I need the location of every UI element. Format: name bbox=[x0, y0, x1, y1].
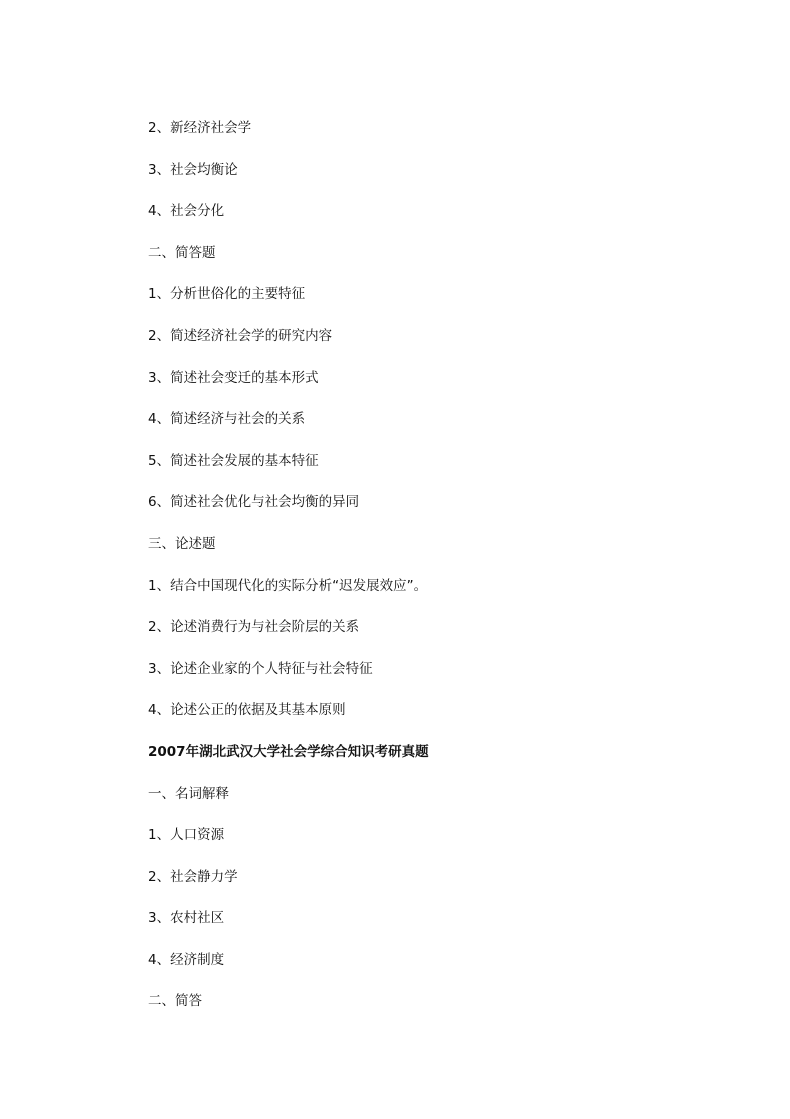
section-heading bbox=[148, 784, 708, 826]
line-text: 2、论述消费行为与社会阶层的关系 bbox=[148, 619, 360, 636]
line-text: 一、名词解释 bbox=[148, 785, 229, 802]
list-item bbox=[148, 201, 708, 243]
section-heading bbox=[148, 243, 708, 285]
line-text: 二、简答题 bbox=[148, 244, 216, 261]
list-item bbox=[148, 659, 708, 701]
list-item bbox=[148, 950, 708, 992]
list-item bbox=[148, 284, 708, 326]
section-heading bbox=[148, 991, 708, 1033]
line-text: 5、简述社会发展的基本特征 bbox=[148, 452, 319, 469]
line-text: 1、结合中国现代化的实际分析“迟发展效应”。 bbox=[148, 577, 428, 594]
line-text: 2、新经济社会学 bbox=[148, 120, 252, 136]
line-text: 4、经济制度 bbox=[148, 951, 225, 968]
line-text: 1、分析世俗化的主要特征 bbox=[148, 286, 306, 303]
list-item bbox=[148, 867, 708, 909]
list-item bbox=[148, 409, 708, 451]
list-item bbox=[148, 160, 708, 202]
list-item bbox=[148, 908, 708, 950]
list-item bbox=[148, 700, 708, 742]
list-item bbox=[148, 617, 708, 659]
line-text: 4、社会分化 bbox=[148, 203, 225, 220]
line-text: 2、简述经济社会学的研究内容 bbox=[148, 327, 333, 344]
list-item bbox=[148, 492, 708, 534]
line-text: 3、社会均衡论 bbox=[148, 161, 238, 178]
list-item bbox=[148, 326, 708, 368]
line-text: 3、简述社会变迁的基本形式 bbox=[148, 369, 319, 386]
document-body bbox=[148, 118, 708, 1033]
line-text: 三、论述题 bbox=[148, 535, 216, 552]
line-text: 4、论述公正的依据及其基本原则 bbox=[148, 702, 346, 719]
line-text: 2、社会静力学 bbox=[148, 868, 238, 885]
list-item bbox=[148, 825, 708, 867]
line-text: 4、简述经济与社会的关系 bbox=[148, 411, 306, 428]
list-item bbox=[148, 451, 708, 493]
line-text: 1、人口资源 bbox=[148, 827, 225, 844]
line-text: 二、简答 bbox=[148, 993, 202, 1010]
line-text: 2007年湖北武汉大学社会学综合知识考研真题 bbox=[148, 743, 429, 760]
section-heading bbox=[148, 534, 708, 576]
line-text: 3、论述企业家的个人特征与社会特征 bbox=[148, 660, 373, 677]
line-text: 3、农村社区 bbox=[148, 910, 225, 927]
list-item bbox=[148, 368, 708, 410]
list-item bbox=[148, 576, 708, 618]
exam-title bbox=[148, 742, 708, 784]
list-item bbox=[148, 118, 708, 160]
line-text: 6、简述社会优化与社会均衡的异同 bbox=[148, 494, 360, 511]
